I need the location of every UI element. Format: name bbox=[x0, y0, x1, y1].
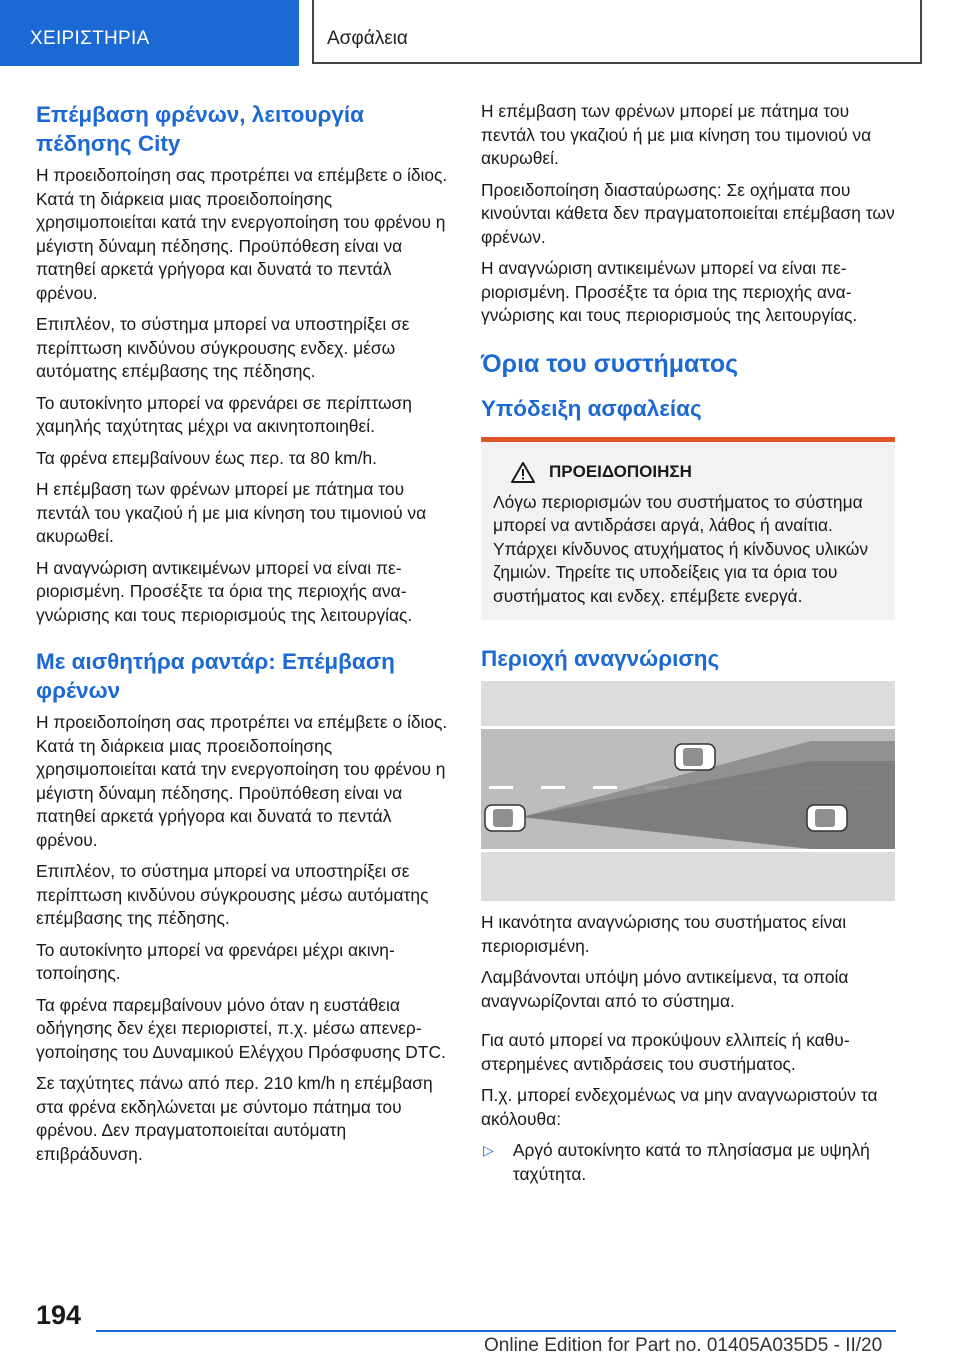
section-tab bbox=[0, 0, 299, 66]
paragraph: Το αυτοκίνητο μπορεί να φρενάρει μέχρι ακινητοποίησης. bbox=[36, 939, 395, 983]
page-number: 194 bbox=[36, 1300, 82, 1330]
footer-divider bbox=[96, 1330, 896, 1332]
car-icon bbox=[675, 744, 715, 770]
footer-edition: Online Edition for Part no. 01405A035D5 - II/20 bbox=[484, 1335, 883, 1356]
heading-system-limits: Όρια του συστήματος bbox=[481, 349, 739, 378]
left-column bbox=[36, 100, 448, 1174]
paragraph: Επιπλέον, το σύστημα μπορεί να υποστηρίξει σε περίπτωση κινδύνου σύγκρουσης ενδεχ. μέσω αυτόματης επέμβασης της πέδησης. bbox=[36, 314, 410, 381]
page-header bbox=[0, 0, 960, 66]
warning-icon bbox=[511, 462, 535, 483]
heading-radar-braking: Με αισθητήρα ραντάρ: Επέμβαση φρένων bbox=[36, 649, 395, 703]
triangle-bullet-icon: ▷ bbox=[483, 1142, 494, 1158]
paragraph: Η προειδοποίηση σας προτρέπει να επέμβετε ο ίδιος. Κατά τη διάρκεια μιας προειδοποίησης χρησιμοποιείται κατά την ενεργοποίηση του φρένου η μέγιστη δύναμη πέδησης. Προϋπόθεση είναι να πατηθεί αρκετά γρήγορα και δυνατά το πεντάλ φρένου. bbox=[36, 712, 448, 850]
car-icon bbox=[807, 805, 847, 831]
detection-area-illustration bbox=[481, 681, 895, 901]
paragraph: Η ικανότητα αναγνώρισης του συστήματος είναι περιορισμένη. bbox=[481, 912, 847, 956]
road-diagram bbox=[481, 681, 895, 901]
paragraph: Τα φρένα παρεμβαίνουν μόνο όταν η ευστάθεια οδήγησης δεν έχει περιοριστεί, π.χ. μέσω απενεργοποίησης του Δυναμικού Ελέγχου Πρόσφυσης DTC. bbox=[36, 994, 446, 1062]
paragraph: Η επέμβαση των φρένων μπορεί με πάτημα του πεντάλ του γκαζιού ή με μια κίνηση του τιμονιού να ακυρωθεί. bbox=[36, 479, 427, 546]
warning-box bbox=[481, 437, 895, 621]
paragraph: Η αναγνώριση αντικειμένων μπορεί να είναι περιορισμένη. Προσέξτε τα όρια της περιοχής αναγνώρισης και τους περιορισμούς της λειτουργίας. bbox=[481, 258, 858, 325]
warning-title: ΠΡΟΕΙΔΟΠΟΙΗΣΗ bbox=[549, 462, 692, 481]
heading-safety-note: Υπόδειξη ασφαλείας bbox=[481, 395, 702, 421]
paragraph: Η αναγνώριση αντικειμένων μπορεί να είναι περιορισμένη. Προσέξτε τα όρια της περιοχής αναγνώρισης και τους περιορισμούς της λειτουργίας. bbox=[36, 557, 413, 625]
heading-detection-area: Περιοχή αναγνώρισης bbox=[481, 646, 720, 671]
paragraph: Η επέμβαση των φρένων μπορεί με πάτημα του πεντάλ του γκαζιού ή με μια κίνηση του τιμονιού να ακυρωθεί. bbox=[481, 101, 872, 168]
paragraph: Λαμβάνονται υπόψη μόνο αντικείμενα, τα οποία αναγνωρίζονται από το σύστημα. bbox=[481, 967, 849, 1011]
paragraph: Π.χ. μπορεί ενδεχομένως να μην αναγνωριστούν τα ακόλουθα: bbox=[481, 1085, 878, 1129]
list-item-text: Αργό αυτοκίνητο κατά το πλησίασμα με υψηλή ταχύτητα. bbox=[512, 1140, 870, 1184]
paragraph: Προειδοποίηση διασταύρωσης: Σε οχήματα που κινούνται κάθετα δεν πραγματοποιείται επέμβαση των φρένων. bbox=[481, 179, 895, 247]
warning-header bbox=[493, 462, 879, 483]
car-icon bbox=[485, 805, 525, 831]
paragraph: Επιπλέον, το σύστημα μπορεί να υποστηρίξει σε περίπτωση κινδύνου σύγκρουσης μέσω αυτόματης επέμβασης της πέδησης. bbox=[36, 861, 429, 928]
section-title: ΧΕΙΡΙΣΤΗΡΙΑ bbox=[30, 28, 150, 49]
paragraph: Τα φρένα επεμβαίνουν έως περ. τα 80 km/h. bbox=[36, 447, 378, 468]
chapter-title: Ασφάλεια bbox=[327, 28, 408, 49]
chapter-tab bbox=[312, 0, 922, 64]
right-column bbox=[481, 100, 895, 1186]
paragraph: Για αυτό μπορεί να προκύψουν ελλιπείς ή καθυστερημένες αντιδράσεις του συστήματος. bbox=[481, 1030, 850, 1074]
paragraph: Το αυτοκίνητο μπορεί να φρενάρει σε περίπτωση χαμηλής ταχύτητας μέχρι να ακινητοποιηθεί. bbox=[36, 392, 412, 436]
paragraph: Σε ταχύτητες πάνω από περ. 210 km/h η επέμβαση στα φρένα εκδηλώνεται με σύντομο πάτημα του φρένου. Δεν πραγματοποιείται αυτόματη επιβράδυνση. bbox=[36, 1073, 433, 1164]
warning-text: Λόγω περιορισμών του συστήματος το σύστημα μπορεί να αντιδράσει αργά, λάθος ή αναίτια. Υπάρχει κίνδυνος ατυχήματος ή κίνδυνος υλικών ζημιών. Τηρείτε τις υποδείξεις για τα όρια του συστήματος και ενδεχ. επέμβετε ενεργά. bbox=[493, 491, 869, 606]
heading-city-braking: Επέμβαση φρένων, λειτουργία πέδησης City bbox=[36, 102, 365, 156]
paragraph: Η προειδοποίηση σας προτρέπει να επέμβετε ο ίδιος. Κατά τη διάρκεια μιας προειδοποίησης χρησιμοποιείται κατά την ενεργοποίηση του φρένου η μέγιστη δύναμη πέδησης. Προϋπόθεση είναι να πατηθεί αρκετά γρήγορα και δυνατά το πεντάλ φρένου. bbox=[36, 165, 448, 303]
list-item bbox=[481, 1139, 895, 1186]
